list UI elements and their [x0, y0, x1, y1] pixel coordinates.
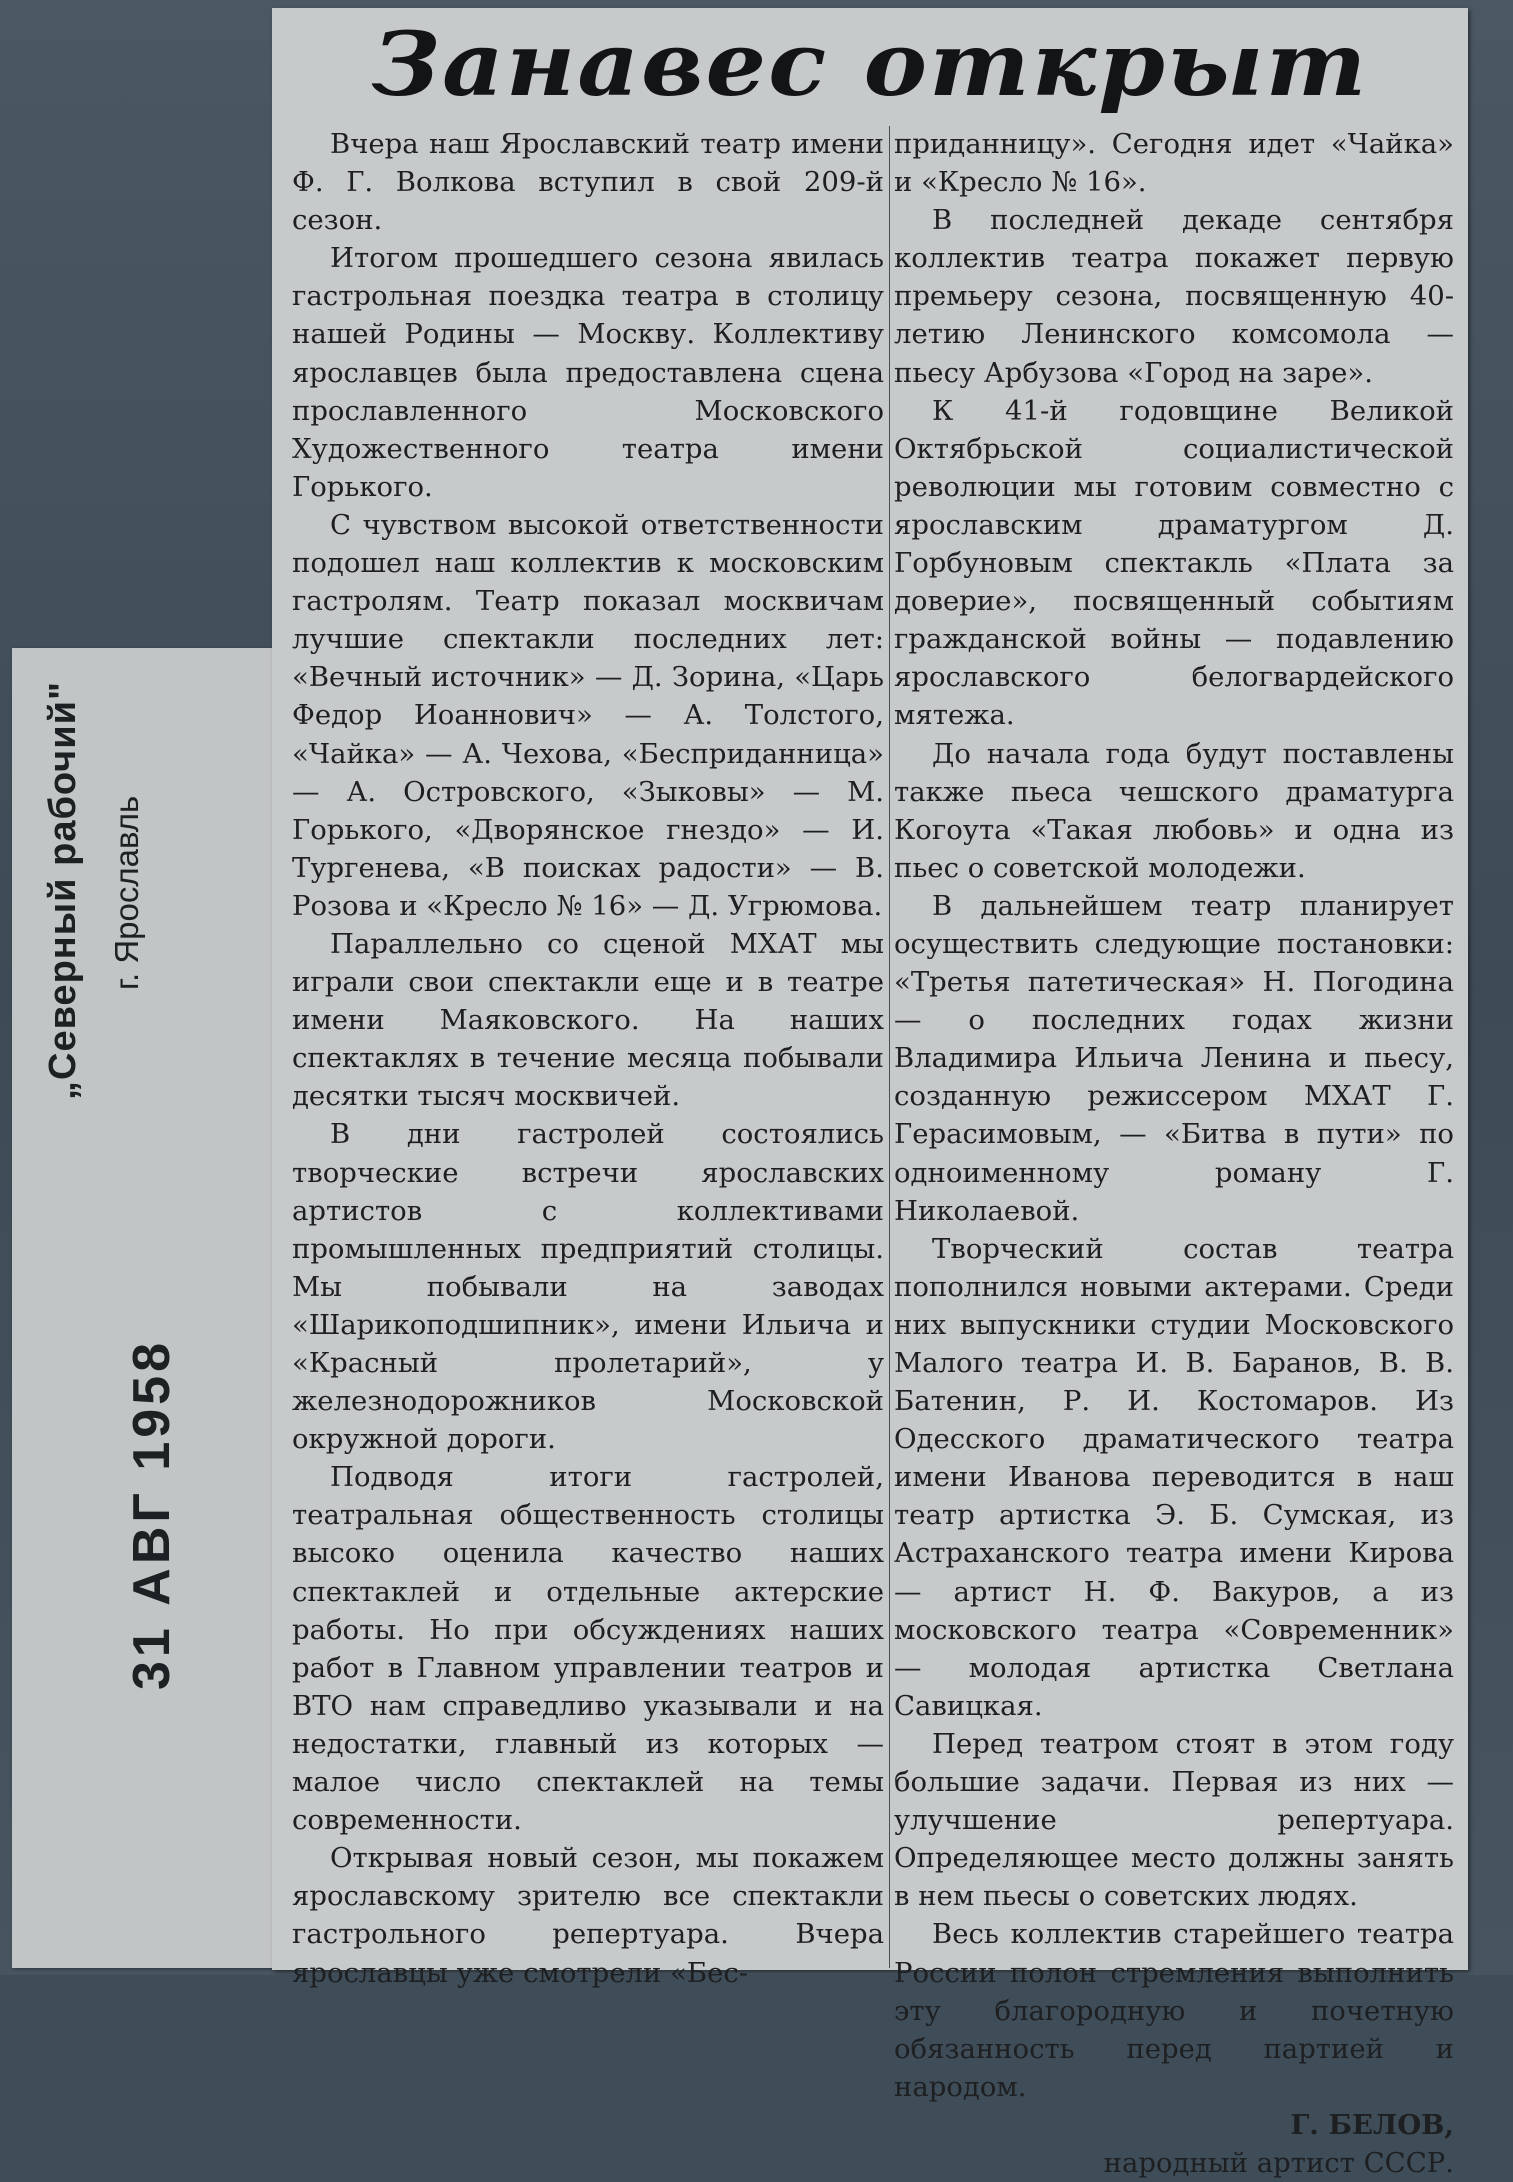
newspaper-name: „Северный рабочий"	[42, 681, 84, 1100]
paragraph: Параллельно со сценой МХАТ мы играли свои спектакли еще и в театре имени Маяковского. На наших спектаклях в течение месяца побывали десятки тысяч москвичей.	[292, 927, 884, 1113]
paragraph: В дальнейшем театр планирует осуществить следующие постановки: «Третья патетическая» Н. Погодина — о последних годах жизни Владимира Ильича Ленина и пьесу, созданную режиссером МХАТ Г. Герасимовым, — «Битва в пути» по одноименному роману Г. Николаевой.	[894, 889, 1454, 1227]
paragraph: Перед театром стоят в этом году большие задачи. Первая из них — улучшение репертуара. Определяющее место должны занять в нем пьесы о советских людях.	[894, 1727, 1454, 1913]
author-name: Г. БЕЛОВ,	[1290, 2108, 1454, 2141]
paragraph: В дни гастролей состоялись творческие встречи ярославских артистов с коллективами промышленных предприятий столицы. Мы побывали на заводах «Шарикоподшипник», имени Ильича и «Красный пролетарий», у железнодорожников Московской окружной дороги.	[292, 1118, 884, 1456]
paragraph: Творческий состав театра пополнился новыми актерами. Среди них выпускники студии Московского Малого театра И. В. Баранов, В. В. Батенин, Р. И. Костомаров. Из Одесского драматического театра имени Иванова переводится в наш театр артистка Э. Б. Сумская, из Астраханского театра имени Кирова — артист Н. Ф. Вакуров, а из московского театра «Современник» — молодая артистка Светлана Савицкая.	[894, 1232, 1454, 1722]
paragraph-continuation: приданницу». Сегодня идет «Чайка» и «Кресло № 16».	[894, 128, 1454, 199]
newspaper-clipping	[272, 8, 1468, 2179]
date-stamp: 31 АВГ 1958	[123, 1339, 181, 1690]
paragraph: С чувством высокой ответственности подошел наш коллектив к московским гастролям. Театр показал москвичам лучшие спектакли последних лет: «Вечный источник» — Д. Зорина, «Царь Федор Иоаннович» — А. Толстого, «Чайка» — А. Чехова, «Бесприданница» — А. Островского, «Зыковы» — М. Горького, «Дворянское гнездо» — И. Тургенева, «В поисках радости» — В. Розова и «Кресло № 16» — Д. Угрюмова.	[292, 508, 884, 922]
paragraph: К 41-й годовщине Великой Октябрьской социалистической революции мы готовим совместно с ярославским драматургом Д. Горбуновым спектакль «Плата за доверие», посвященный событиям гражданской войны — подавлению ярославского белогвардейского мятежа.	[894, 394, 1454, 732]
paragraph: Вчера наш Ярославский театр имени Ф. Г. Волкова вступил в свой 209-й сезон.	[292, 128, 884, 237]
paragraph: До начала года будут поставлены также пьеса чешского драматурга Когоута «Такая любовь» и одна из пьес о советской молодежи.	[894, 737, 1454, 884]
left-column	[292, 125, 884, 1992]
right-column	[894, 125, 1454, 2182]
paragraph: Подводя итоги гастролей, театральная общественность столицы высоко оценила качество наших спектаклей и отдельные актерские работы. Но при обсуждениях наших работ в Главном управлении театров и ВТО нам справедливо указывали и на недостатки, главный из которых — малое число спектаклей на темы современности.	[292, 1461, 884, 1837]
author-title: народный артист СССР.	[1103, 2146, 1454, 2179]
paragraph: Весь коллектив старейшего театра России полон стремления выполнить эту благородную и почетную обязанность перед партией и народом.	[894, 1918, 1454, 2103]
paragraph: Итогом прошедшего сезона явилась гастрольная поездка театра в столицу нашей Родины — Москву. Коллективу ярославцев была предоставлена сцена прославленного Московского Художественного театра имени Горького.	[292, 242, 884, 503]
paragraph: Открывая новый сезон, мы покажем ярославскому зрителю все спектакли гастрольного репертуара. Вчера ярославцы уже смотрели «Бес-	[292, 1842, 884, 1989]
newspaper-city: г. Ярославль	[108, 795, 145, 990]
article-headline: Занавес открыт	[371, 12, 1369, 116]
paragraph: В последней декаде сентября коллектив театра покажет первую премьеру сезона, посвященную 40-летию Ленинского комсомола — пьесу Арбузова «Город на заре».	[894, 204, 1454, 389]
column-divider	[889, 126, 890, 1968]
